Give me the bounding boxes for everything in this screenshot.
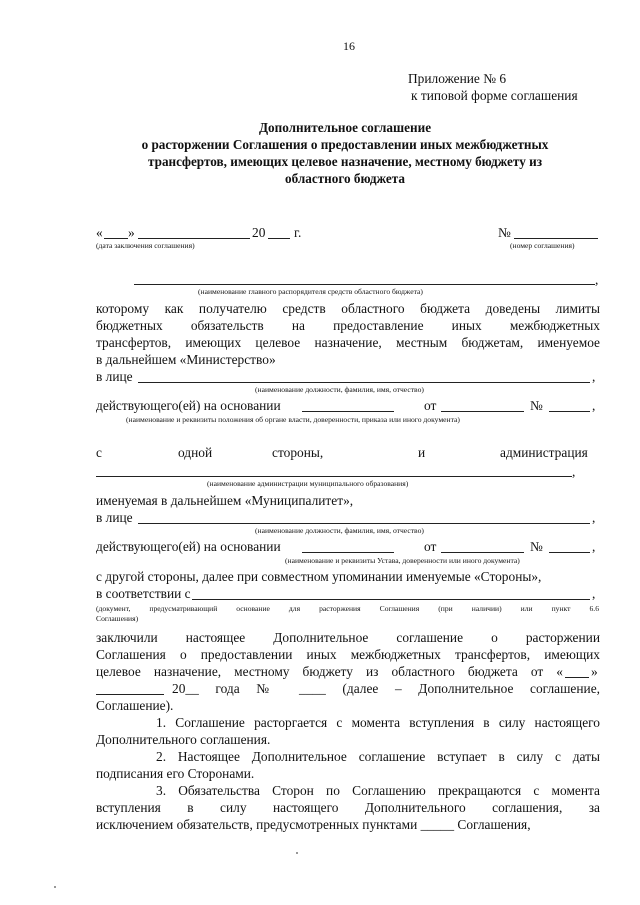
item-2-line-1: 2. Настоящее Дополнительное соглашение вступает в силу с даты bbox=[156, 749, 600, 764]
party1-text-line-4: в дальнейшем «Министерство» bbox=[96, 352, 276, 367]
accordance-blank bbox=[192, 599, 590, 600]
concluded-line-3: целевое назначение, местному бюджету из областного бюджета от « bbox=[96, 664, 563, 679]
date-caption: (дата заключения соглашения) bbox=[96, 241, 195, 250]
concluded-close-quote: » bbox=[591, 664, 598, 679]
item-1-line-1: 1. Соглашение расторгается с момента вступления в силу настоящего bbox=[156, 715, 600, 730]
accordance-text: в соответствии с bbox=[96, 586, 191, 601]
party1-acting-comma: , bbox=[592, 398, 596, 413]
concluded-line-1: заключили настоящее Дополнительное соглашение о расторжении bbox=[96, 630, 600, 645]
item-1-line-2: Дополнительного соглашения. bbox=[96, 732, 271, 747]
party2-named-text: именуемая в дальнейшем «Муниципалитет», bbox=[96, 493, 354, 508]
sides-word-1: с bbox=[96, 445, 102, 460]
item-3-line-2: вступления в силу настоящего Дополнительного соглашения, за bbox=[96, 800, 600, 815]
appendix-subtitle: к типовой форме соглашения bbox=[411, 88, 578, 103]
concluded-month-blank bbox=[96, 694, 164, 695]
day-close-quote: » bbox=[128, 225, 135, 240]
year-prefix: 20 bbox=[252, 225, 266, 240]
manager-caption: (наименование главного распорядителя средств областного бюджета) bbox=[198, 287, 423, 296]
scan-speck bbox=[296, 852, 298, 854]
sides-word-4: и bbox=[418, 445, 426, 460]
agreement-number-blank bbox=[514, 238, 598, 239]
party1-text-line-3: трансфертов, имеющих целевое назначение, местным бюджетам, именуемое bbox=[96, 335, 600, 350]
party1-position-caption: (наименование должности, фамилия, имя, отчество) bbox=[255, 385, 424, 394]
appendix-title: Приложение № 6 bbox=[408, 71, 507, 86]
party1-basis-date-blank bbox=[441, 411, 524, 412]
party1-in-person: в лице bbox=[96, 369, 133, 384]
manager-name-blank bbox=[134, 284, 595, 285]
party1-basis-number-blank bbox=[549, 411, 590, 412]
party1-in-person-comma: , bbox=[592, 369, 596, 384]
party1-basis-blank bbox=[302, 411, 394, 412]
party2-acting-comma: , bbox=[592, 539, 596, 554]
year-suffix: г. bbox=[294, 225, 302, 240]
party1-basis-caption: (наименование и реквизиты положения об органе власти, доверенности, приказа или иного документа) bbox=[126, 415, 460, 424]
doc-caption-line-1: (документ, предусматривающий основание для расторжения Соглашения (при наличии) или пункт 6.6 bbox=[96, 604, 599, 613]
manager-comma: , bbox=[595, 272, 599, 287]
sides-word-3: стороны, bbox=[272, 445, 324, 460]
document-title-line-3: трансфертов, имеющих целевое назначение, местному бюджету из bbox=[147, 154, 543, 169]
party2-in-person-comma: , bbox=[592, 510, 596, 525]
concluded-day-blank bbox=[565, 677, 589, 678]
party2-position-blank bbox=[138, 523, 590, 524]
party2-position-caption: (наименование должности, фамилия, имя, отчество) bbox=[255, 526, 424, 535]
party1-from-word: от bbox=[424, 398, 437, 413]
party2-in-person: в лице bbox=[96, 510, 133, 525]
sides-word-2: одной bbox=[178, 445, 213, 460]
party2-basis-number-blank bbox=[549, 552, 590, 553]
document-title-line-2: о расторжении Соглашения о предоставлении иных межбюджетных bbox=[141, 137, 549, 152]
year-blank bbox=[268, 238, 290, 239]
admin-name-blank bbox=[96, 476, 572, 477]
agreement-number-sign: № bbox=[498, 225, 511, 240]
scan-speck bbox=[54, 886, 56, 888]
party1-text-line-2: бюджетных обязательств на предоставление иных межбюджетных bbox=[96, 318, 600, 333]
party2-basis-blank bbox=[302, 552, 394, 553]
month-blank bbox=[138, 238, 250, 239]
sides-word-5: администрация bbox=[500, 445, 588, 460]
number-caption: (номер соглашения) bbox=[510, 241, 575, 250]
party2-acting-text: действующего(ей) на основании bbox=[96, 539, 281, 554]
admin-caption: (наименование администрации муниципального образования) bbox=[207, 479, 409, 488]
page-number: 16 bbox=[343, 39, 355, 53]
item-2-line-2: подписания его Сторонами. bbox=[96, 766, 255, 781]
party1-text-line-1: которому как получателю средств областного бюджета доведены лимиты bbox=[96, 301, 600, 316]
party2-basis-date-blank bbox=[441, 552, 524, 553]
party1-number-sign: № bbox=[530, 398, 543, 413]
document-title-line-1: Дополнительное соглашение bbox=[258, 120, 432, 135]
party1-position-blank bbox=[138, 382, 590, 383]
party2-from-word: от bbox=[424, 539, 437, 554]
concluded-line-4: 20__ года № ____ (далее – Дополнительное соглашение, bbox=[172, 681, 600, 696]
party1-acting-text: действующего(ей) на основании bbox=[96, 398, 281, 413]
day-blank bbox=[104, 238, 128, 239]
admin-comma: , bbox=[572, 464, 576, 479]
item-3-line-3: исключением обязательств, предусмотренных пунктами _____ Соглашения, bbox=[96, 817, 531, 832]
party2-number-sign: № bbox=[530, 539, 543, 554]
concluded-line-5: Соглашение). bbox=[96, 698, 174, 713]
accordance-comma: , bbox=[592, 586, 596, 601]
other-side-text: с другой стороны, далее при совместном упоминании именуемые «Стороны», bbox=[96, 569, 542, 584]
day-open-quote: « bbox=[96, 225, 103, 240]
concluded-line-2: Соглашения о предоставлении иных межбюджетных трансфертов, имеющих bbox=[96, 647, 600, 662]
document-title-line-4: областного бюджета bbox=[285, 171, 405, 186]
doc-caption-line-2: Соглашения) bbox=[96, 614, 139, 623]
item-3-line-1: 3. Обязательства Сторон по Соглашению прекращаются с момента bbox=[156, 783, 600, 798]
party2-basis-caption: (наименование и реквизиты Устава, доверенности или иного документа) bbox=[285, 556, 520, 565]
